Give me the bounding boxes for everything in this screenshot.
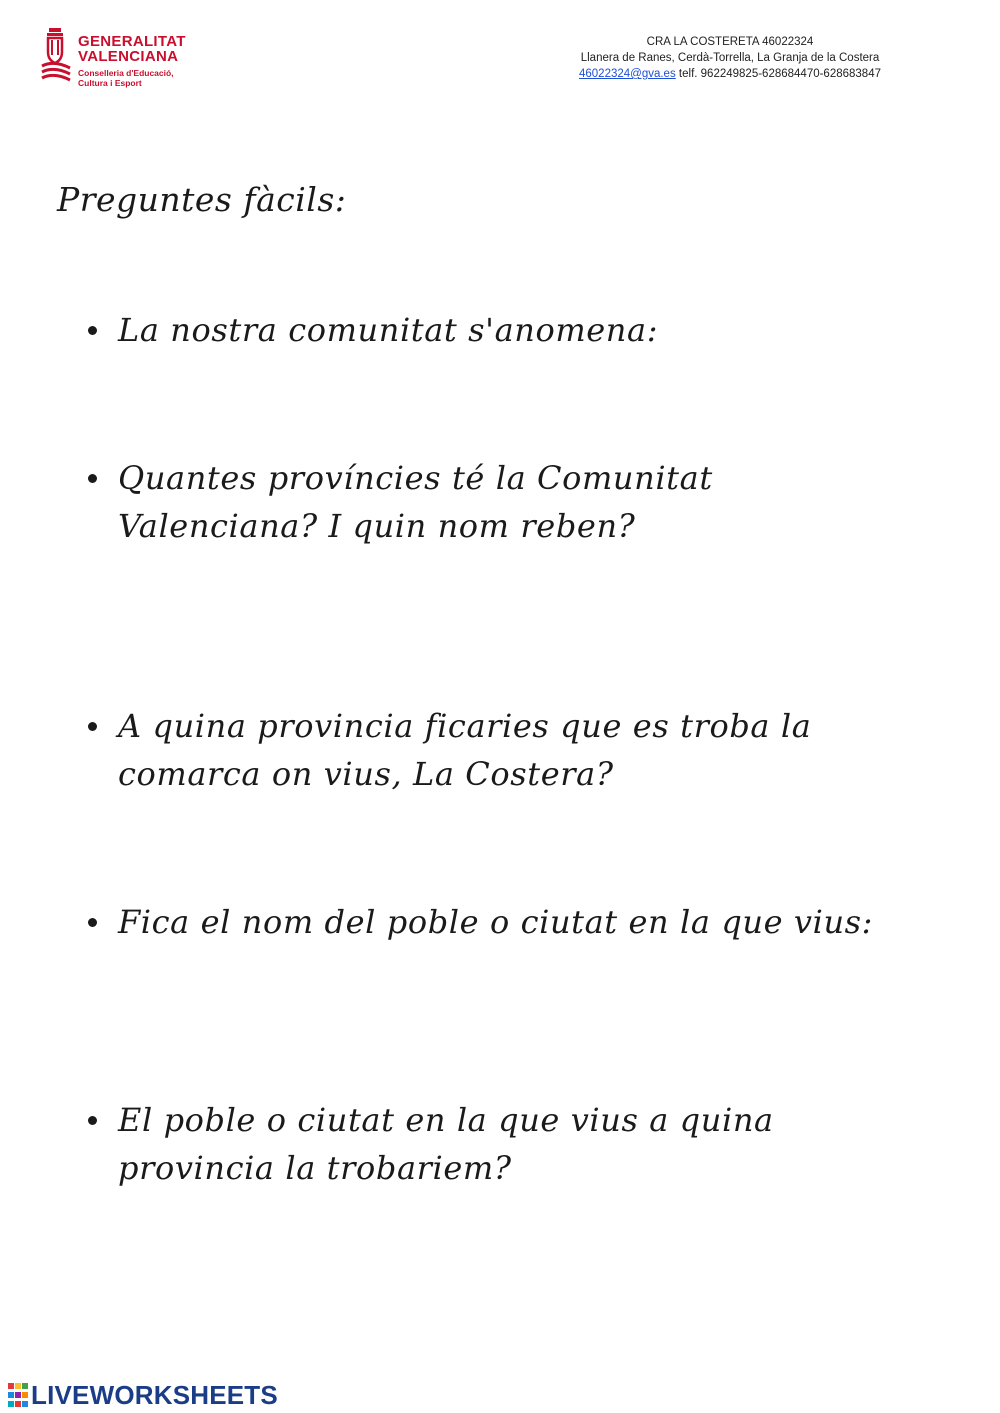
school-email-link[interactable]: 46022324@gva.es	[578, 68, 676, 80]
liveworksheets-brand: LIVEWORKSHEETS	[31, 1379, 278, 1410]
coat-of-arms-icon	[40, 26, 74, 82]
question-text: A quina provincia ficaries que es troba la comarca on vius, La Costera?	[118, 707, 812, 793]
worksheet-title: Preguntes fàcils:	[57, 180, 347, 219]
school-info	[520, 34, 940, 82]
logo-title-line1: GENERALITAT	[78, 33, 186, 50]
school-contact	[520, 66, 940, 82]
question-text: Quantes províncies té la Comunitat Valenciana? I quin nom reben?	[118, 459, 713, 545]
school-towns: Llanera de Ranes, Cerdà-Torrella, La Granja de la Costera	[580, 52, 880, 64]
bullet-icon	[88, 474, 97, 483]
school-phones: telf. 962249825-628684470-628683847	[678, 68, 881, 80]
question-text: La nostra comunitat s'anomena:	[118, 311, 659, 349]
question-item	[88, 898, 948, 946]
question-text: Fica el nom del poble o ciutat en la que vius:	[118, 903, 874, 941]
question-item	[88, 454, 948, 550]
bullet-icon	[88, 722, 97, 731]
question-text: El poble o ciutat en la que vius a quina provincia la trobariem?	[118, 1101, 774, 1187]
bullet-icon	[88, 1116, 97, 1125]
question-item	[88, 1096, 948, 1192]
liveworksheets-footer	[8, 1380, 278, 1410]
question-item	[88, 306, 948, 354]
liveworksheets-logo-icon	[8, 1383, 28, 1407]
bullet-icon	[88, 326, 97, 335]
logo-subtitle	[78, 68, 174, 88]
generalitat-logo	[40, 24, 220, 94]
question-item	[88, 702, 948, 798]
logo-title-line2: VALENCIANA	[78, 48, 179, 65]
school-name: CRA LA COSTERETA 46022324	[646, 36, 814, 48]
logo-sub-line1: Conselleria d'Educació,	[78, 68, 174, 78]
bullet-icon	[88, 918, 97, 927]
logo-sub-line2: Cultura i Esport	[78, 78, 142, 88]
logo-title	[78, 34, 186, 64]
